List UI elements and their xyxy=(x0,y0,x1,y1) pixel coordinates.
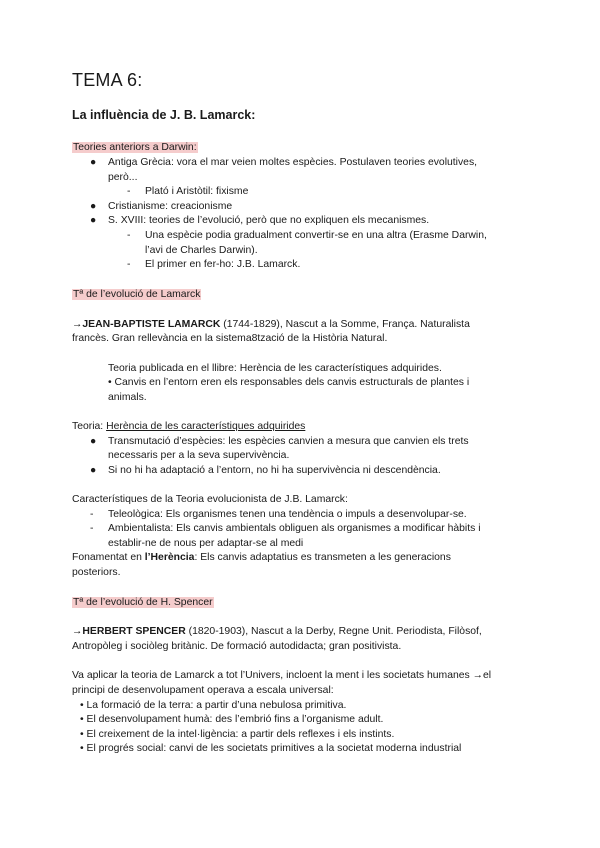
page-title: TEMA 6: xyxy=(72,70,143,90)
sub-bullet-erasme-line2: l’avi de Charles Darwin). xyxy=(145,245,258,256)
section-heading-lamarck: Tª de l’evolució de Lamarck xyxy=(73,289,201,300)
sub-bullet-dash: - xyxy=(127,230,131,241)
bullet-dot: ● xyxy=(90,465,97,476)
fonamentat-line2: posteriors. xyxy=(72,567,121,578)
bullet-dot: ● xyxy=(90,436,97,447)
bullet-dot: ● xyxy=(90,201,97,212)
sub-bullet-first: El primer en fer-ho: J.B. Lamarck. xyxy=(145,259,301,270)
bullet-adaptacio: Si no hi ha adaptació a l’entorn, no hi ha supervivència ni descendència. xyxy=(108,465,441,476)
section-heading-spencer: Tª de l’evolució de H. Spencer xyxy=(73,597,213,608)
bullet-transmutacio-line1: Transmutació d’espècies: les espècies canvien a mesura que canvien els trets xyxy=(108,436,469,447)
teoria-line: Teoria: Herència de les característiques adquirides xyxy=(72,421,306,432)
lamarck-canvis-line2: animals. xyxy=(108,392,147,403)
bullet-dot: ● xyxy=(90,215,97,226)
fonamentat-line1: Fonamentat en l’Herència: Els canvis adaptatius es transmeten a les generacions xyxy=(72,552,451,563)
bullet-xviii: S. XVIII: teories de l’evolució, però que no expliquen els mecanismes. xyxy=(108,215,430,226)
sub-bullet-dash: - xyxy=(127,259,131,270)
list-item-terra: • La formació de la terra: a partir d’una nebulosa primitiva. xyxy=(80,700,347,711)
spencer-application-line1: Va aplicar la teoria de Lamarck a tot l’Univers, incloent la ment i les societats humanes →el xyxy=(72,670,492,681)
lamarck-bio-line1: →JEAN-BAPTISTE LAMARCK (1744-1829), Nascut a la Somme, França. Naturalista xyxy=(72,319,470,330)
bullet-dash: - xyxy=(90,509,94,520)
sub-bullet-plato: Plató i Aristòtil: fixisme xyxy=(145,186,249,197)
list-item-huma: • El desenvolupament humà: des l’embrió fins a l’organisme adult. xyxy=(80,714,384,725)
bullet-christianity: Cristianisme: creacionisme xyxy=(108,201,233,212)
sub-bullet-dash: - xyxy=(127,186,131,197)
bullet-greece-line1: Antiga Grècia: vora el mar veien moltes espècies. Postulaven teories evolutives, xyxy=(108,157,478,168)
spencer-application-line2: principi de desenvolupament operava a escala universal: xyxy=(72,685,334,696)
spencer-bio-line1: →HERBERT SPENCER (1820-1903), Nascut a la Derby, Regne Unit. Periodista, Filòsof, xyxy=(72,626,482,637)
bullet-greece-line2: però... xyxy=(108,172,138,183)
teoria-name: Herència de les característiques adquirides xyxy=(106,421,306,432)
spencer-bio-line2: Antropòleg i sociòleg britànic. De formació autodidacta; gran positivista. xyxy=(72,641,402,652)
section-subtitle: La influència de J. B. Lamarck: xyxy=(72,108,256,122)
sub-bullet-erasme-line1: Una espècie podia gradualment convertir-se en una altra (Erasme Darwin, xyxy=(145,230,487,241)
spencer-name: →HERBERT SPENCER xyxy=(72,626,186,637)
list-item-intelligencia: • El creixement de la intel·ligència: a partir dels reflexes i els instints. xyxy=(80,729,395,740)
bullet-transmutacio-line2: necessaris per a la seva supervivència. xyxy=(108,450,290,461)
bullet-dot: ● xyxy=(90,157,97,168)
section-heading-theories: Teories anteriors a Darwin: xyxy=(73,142,197,153)
list-item-progres: • El progrés social: canvi de les societats primitives a la societat moderna industrial xyxy=(80,743,462,754)
bullet-teleologica: Teleològica: Els organismes tenen una tendència o impuls a desenvolupar-se. xyxy=(108,509,467,520)
bullet-ambientalista-line2: establir-ne de nous per adaptar-se al medi xyxy=(108,538,304,549)
bullet-dash: - xyxy=(90,523,94,534)
lamarck-name: →JEAN-BAPTISTE LAMARCK xyxy=(72,319,221,330)
lamarck-canvis-line1: • Canvis en l’entorn eren els responsables dels canvis estructurals de plantes i xyxy=(108,377,470,388)
lamarck-book: Teoria publicada en el llibre: Herència de les característiques adquirides. xyxy=(108,363,442,374)
bullet-ambientalista-line1: Ambientalista: Els canvis ambientals obliguen als organismes a modificar hàbits i xyxy=(108,523,481,534)
caracteristiques-heading: Característiques de la Teoria evolucionista de J.B. Lamarck: xyxy=(72,494,348,505)
lamarck-bio-line2: francès. Gran rellevància en la sistema8tzació de la Història Natural. xyxy=(72,333,388,344)
